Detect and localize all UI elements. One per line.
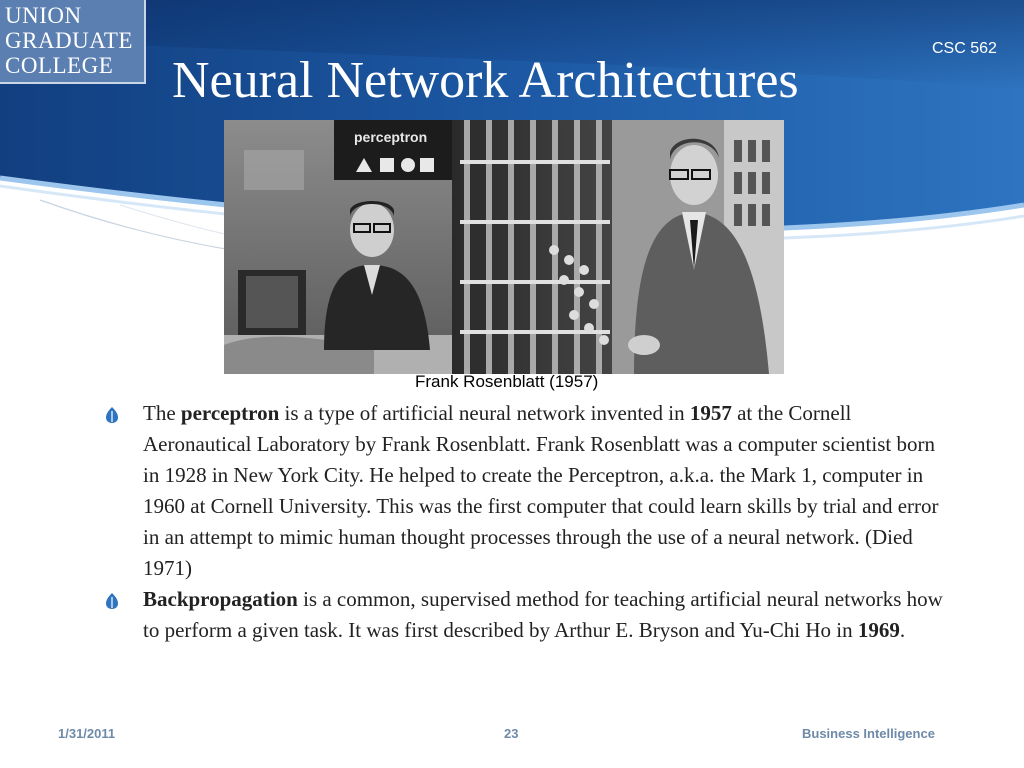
- logo-line-3: COLLEGE: [5, 53, 114, 78]
- perceptron-sign-text: perceptron: [354, 129, 428, 145]
- bullet-backpropagation: [105, 584, 945, 646]
- leaf-bullet-icon: [105, 406, 119, 424]
- leaf-bullet-icon: [105, 592, 119, 610]
- bullet-list: [105, 398, 945, 646]
- footer-date: 1/31/2011: [58, 726, 116, 741]
- rosenblatt-photo: [224, 120, 784, 374]
- college-logo: [0, 0, 146, 84]
- bullet-1-text-c: at the Cornell Aeronautical Laboratory by Frank Rosenblatt. Frank Rosenblatt was a computer scientist born in 1928 in New York City. He helped to create the Perceptron, a.k.a. the Mark 1, computer in 1960 at Cornell University. This was the first computer that could learn skills by trial and error in an attempt to mimic human thought processes through the use of a neural network. (Died 1971): [143, 401, 939, 580]
- bullet-perceptron: [105, 398, 945, 584]
- bullet-2-year: 1969: [857, 618, 900, 642]
- course-code: CSC 562: [932, 40, 997, 57]
- bullet-1-year: 1957: [689, 401, 732, 425]
- bullet-1-text-b: is a type of artificial neural network invented in: [279, 401, 690, 425]
- logo-line-1: UNION: [5, 3, 82, 28]
- bullet-2-text-a: is a common, supervised method for teaching artificial neural networks how to perform a given task. It was first described by Arthur E. Bryson and Yu-Chi Ho in: [143, 587, 943, 642]
- footer-course-name: Business Intelligence: [802, 726, 935, 741]
- photo-caption: Frank Rosenblatt (1957): [415, 372, 599, 391]
- footer-page-number: 23: [504, 726, 519, 741]
- bullet-2-text-b: .: [899, 618, 906, 642]
- bullet-2-term: Backpropagation: [143, 587, 298, 611]
- bullet-1-text-a: The: [143, 401, 181, 425]
- slide-title: Neural Network Architectures: [172, 52, 799, 109]
- logo-line-2: GRADUATE: [5, 28, 133, 53]
- bullet-1-term: perceptron: [180, 401, 280, 425]
